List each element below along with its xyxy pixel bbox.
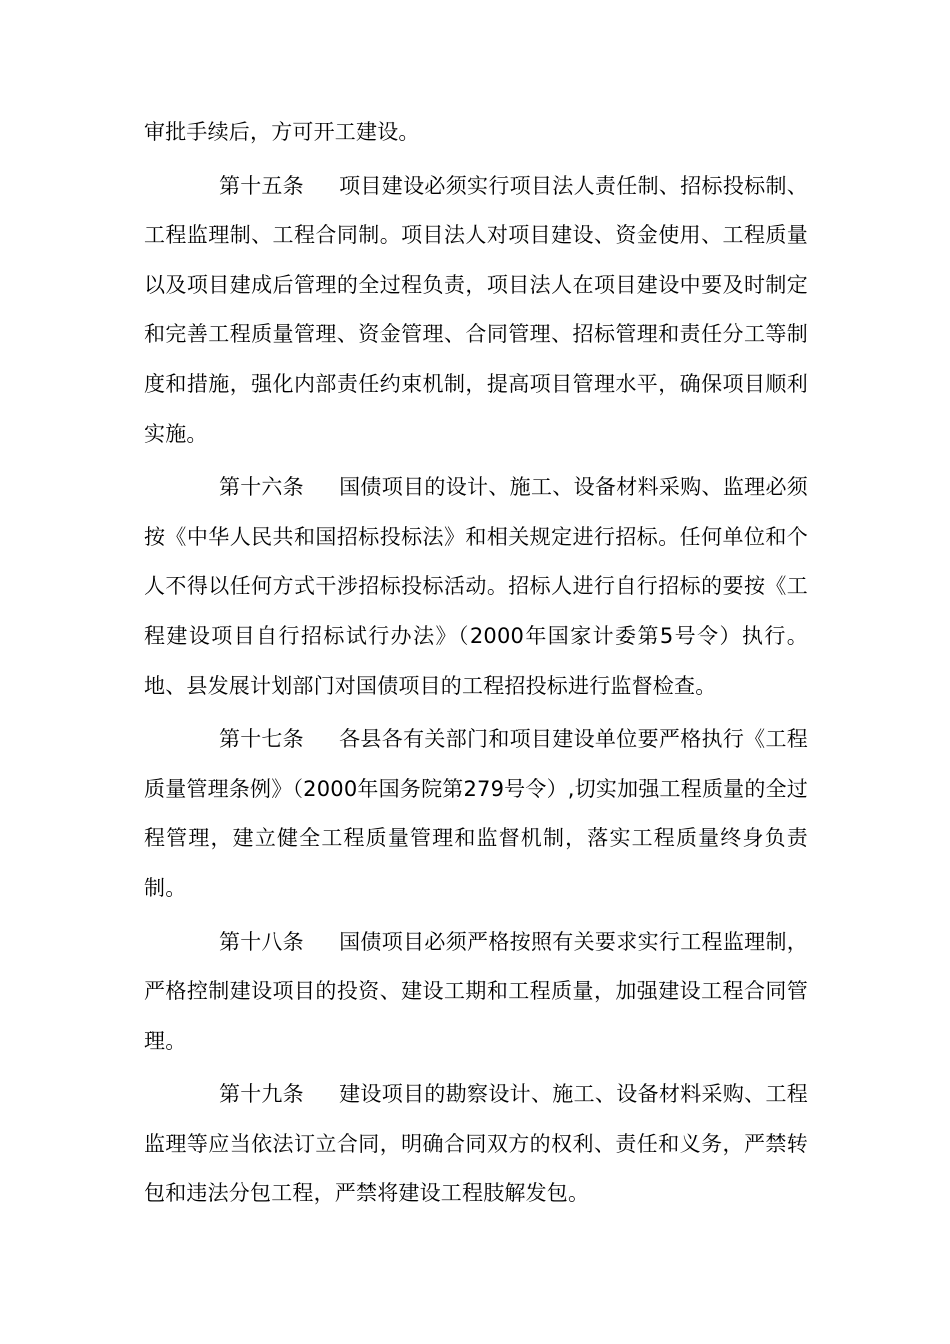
document-page [144,108,808,1219]
article-number: 第十八条 [219,929,304,954]
article-text: 各县各有关部门和项目建设单位要严格执行《工程质量管理条例》（2000年国务院第279号令）,切实加强工程质量的全过程管理，建立健全工程质量管理和监督机制，落实工程质量终身负责制。 [144,727,808,900]
article-18 [144,918,808,1067]
article-text: 国债项目必须严格按照有关要求实行工程监理制，严格控制建设项目的投资、建设工期和工程质量，加强建设工程合同管理。 [144,929,808,1053]
article-number: 第十五条 [219,173,304,198]
paragraph-text: 审批手续后，方可开工建设。 [144,120,420,144]
article-text: 建设项目的勘察设计、施工、设备材料采购、工程监理等应当依法订立合同，明确合同双方的权利、责任和义务，严禁转包和违法分包工程，严禁将建设工程肢解发包。 [144,1082,808,1206]
article-text: 国债项目的设计、施工、设备材料采购、监理必须按《中华人民共和国招标投标法》和相关规定进行招标。任何单位和个人不得以任何方式干涉招标投标活动。招标人进行自行招标的要按《工程建设项目自行招标试行办法》（2000年国家计委第5号令）执行。地、县发展计划部门对国债项目的工程招投标进行监督检查。 [144,475,808,698]
article-text: 项目建设必须实行项目法人责任制、招标投标制、工程监理制、工程合同制。项目法人对项目建设、资金使用、工程质量以及项目建成后管理的全过程负责，项目法人在项目建设中要及时制定和完善工程质量管理、资金管理、合同管理、招标管理和责任分工等制度和措施，强化内部责任约束机制，提高项目管理水平，确保项目顺利实施。 [144,173,808,446]
article-19 [144,1070,808,1219]
article-number: 第十九条 [219,1082,304,1107]
article-17 [144,715,808,913]
article-16 [144,463,808,711]
paragraph-continuation [144,108,808,158]
article-15 [144,162,808,460]
article-number: 第十六条 [219,475,304,500]
article-number: 第十七条 [219,727,304,752]
